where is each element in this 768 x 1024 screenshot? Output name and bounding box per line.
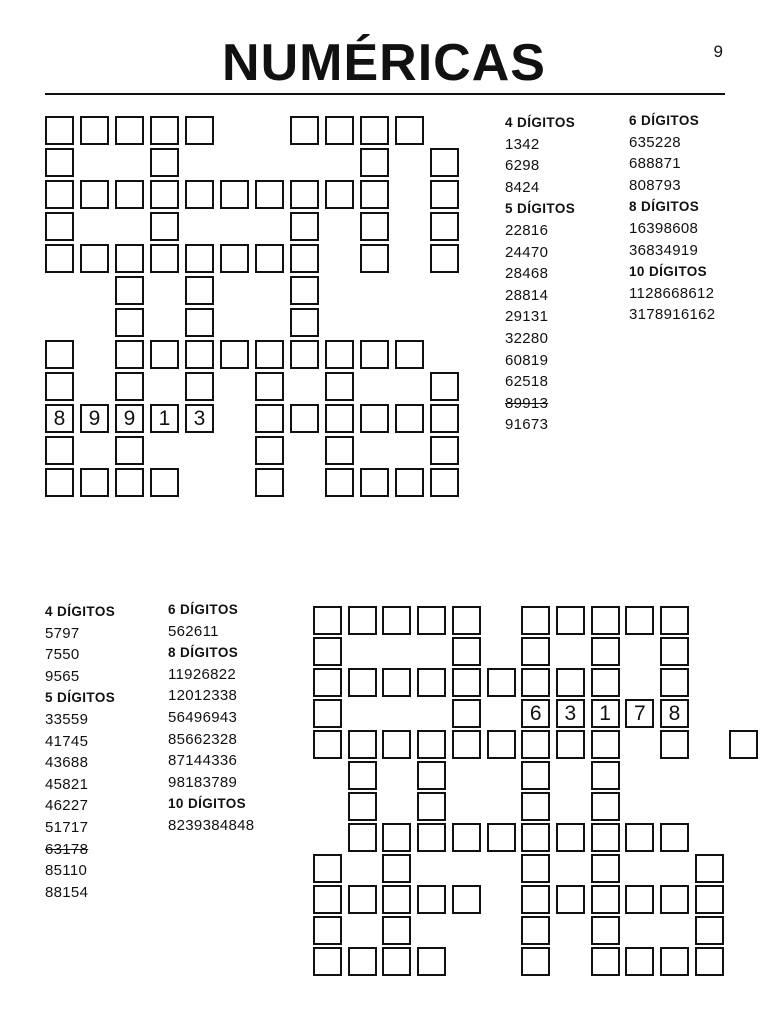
grid-cell: [521, 947, 550, 976]
grid-cell: [487, 730, 516, 759]
grid-cell-filled: 1: [591, 699, 620, 728]
grid-cell: [382, 947, 411, 976]
list-item: 51717: [45, 818, 89, 836]
grid-cell: [348, 668, 377, 697]
grid-cell: [313, 668, 342, 697]
grid-cell-filled: 6: [521, 699, 550, 728]
grid-cell: [487, 668, 516, 697]
page-title: NUMÉRICAS: [222, 34, 546, 92]
list-item: 62518: [505, 373, 549, 391]
grid-cell: [521, 885, 550, 914]
grid-cell: [695, 916, 724, 945]
list-item: 1342: [505, 135, 540, 153]
list-item: 36834919: [629, 241, 699, 259]
grid-cell: [625, 823, 654, 852]
list-item: 98183789: [168, 773, 238, 791]
grid-cell: [313, 947, 342, 976]
grid-cell: [382, 823, 411, 852]
list-item: 1128668612: [629, 284, 715, 302]
grid-cell: [452, 637, 481, 666]
grid-cell: [660, 823, 689, 852]
list-item: 11926822: [168, 665, 237, 683]
grid-cell-filled: 9: [80, 404, 109, 433]
list-item: 12012338: [168, 687, 238, 705]
list-heading: 8 DÍGITOS: [168, 645, 239, 661]
grid-cell: [452, 699, 481, 728]
list-heading: 6 DÍGITOS: [629, 113, 700, 128]
grid-cell: [591, 823, 620, 852]
list-item: 43688: [45, 754, 89, 772]
grid-cell: [591, 947, 620, 976]
grid-cell: [452, 606, 481, 635]
grid-cell: [382, 916, 411, 945]
grid-cell: [487, 823, 516, 852]
grid-cell: [556, 885, 585, 914]
grid-cell: [452, 730, 481, 759]
page-number: 9: [713, 42, 723, 61]
grid-cell: [591, 606, 620, 635]
grid-cell: [660, 668, 689, 697]
list-heading: 10 DÍGITOS: [168, 796, 247, 812]
grid-cell: [695, 947, 724, 976]
grid-cell: [452, 668, 481, 697]
list-item: 46227: [45, 797, 89, 815]
grid-cell-filled: 3: [556, 699, 585, 728]
grid-cell: [695, 885, 724, 914]
list-item: 16398608: [629, 219, 699, 237]
list-item: 85662328: [168, 730, 238, 748]
list-item: 29131: [505, 308, 549, 326]
list-item: 28468: [505, 265, 549, 283]
grid-cell: [452, 823, 481, 852]
grid-cell: [591, 885, 620, 914]
list-item: 56496943: [168, 708, 238, 726]
grid-cell: [556, 730, 585, 759]
list-item: 635228: [629, 133, 681, 151]
list-item: 28814: [505, 286, 549, 304]
grid-cell: [313, 885, 342, 914]
grid-cell: [521, 854, 550, 883]
grid-cell: [660, 730, 689, 759]
list-heading: 4 DÍGITOS: [45, 604, 116, 619]
list-item: 41745: [45, 732, 89, 750]
grid-cell: [313, 606, 342, 635]
grid-cell: [417, 823, 446, 852]
puzzle-2-word-list-right: [168, 599, 254, 837]
grid-cell: [348, 730, 377, 759]
grid-cell: [521, 637, 550, 666]
grid-cell-filled: 8: [660, 699, 689, 728]
grid-cell: [417, 947, 446, 976]
list-item-crossed: 89913: [505, 394, 549, 412]
list-item: 32280: [505, 329, 549, 347]
grid-cell: [521, 606, 550, 635]
grid-cell: [660, 947, 689, 976]
grid-cell: [625, 947, 654, 976]
grid-cell: [382, 854, 411, 883]
grid-cell: [591, 730, 620, 759]
grid-cell: [521, 916, 550, 945]
grid-cell: [452, 885, 481, 914]
grid-cell: [521, 792, 550, 821]
list-item: 808793: [629, 176, 681, 194]
grid-cell: [625, 606, 654, 635]
grid-cell: [417, 885, 446, 914]
grid-cell: [382, 885, 411, 914]
grid-cell: [348, 606, 377, 635]
puzzle-2-word-list-left: [45, 601, 115, 903]
grid-cell: [382, 730, 411, 759]
grid-cell: [521, 668, 550, 697]
grid-cell: [556, 668, 585, 697]
grid-cell: [313, 916, 342, 945]
grid-cell: [417, 761, 446, 790]
grid-cell-filled: 8: [45, 404, 74, 433]
grid-cell: [729, 730, 758, 759]
grid-cell: [556, 606, 585, 635]
grid-cell: [591, 792, 620, 821]
list-heading: 5 DÍGITOS: [45, 690, 116, 706]
list-item: 60819: [505, 351, 549, 369]
grid-cell: [313, 699, 342, 728]
grid-cell-filled: 9: [115, 404, 144, 433]
grid-cell: [591, 854, 620, 883]
list-heading: 4 DÍGITOS: [505, 115, 576, 130]
list-item: 3178916162: [629, 306, 716, 324]
grid-cell: [417, 792, 446, 821]
grid-cell: [521, 730, 550, 759]
list-heading: 10 DÍGITOS: [629, 264, 708, 280]
list-item: 91673: [505, 416, 549, 434]
grid-cell: [521, 823, 550, 852]
grid-cell: [382, 668, 411, 697]
list-item: 6298: [505, 157, 540, 175]
grid-cell: [348, 792, 377, 821]
grid-cell: [313, 854, 342, 883]
list-item: 8424: [505, 178, 540, 196]
list-item: 8239384848: [168, 816, 255, 834]
list-item: 33559: [45, 710, 89, 728]
list-item: 9565: [45, 667, 80, 685]
grid-cell: [660, 885, 689, 914]
list-item: 22816: [505, 221, 549, 239]
grid-cell-filled: 1: [150, 404, 179, 433]
list-heading: 5 DÍGITOS: [505, 201, 576, 217]
list-item: 87144336: [168, 752, 238, 770]
list-item: 5797: [45, 624, 80, 642]
list-item: 7550: [45, 646, 80, 664]
list-item: 24470: [505, 243, 549, 261]
grid-cell: [417, 668, 446, 697]
grid-cell: [313, 637, 342, 666]
grid-cell: [591, 637, 620, 666]
list-item: 88154: [45, 883, 89, 901]
list-item: 688871: [629, 155, 681, 173]
grid-cell: [521, 761, 550, 790]
grid-cell: [695, 854, 724, 883]
grid-cell: [348, 885, 377, 914]
grid-cell: [625, 885, 654, 914]
grid-cell: [660, 606, 689, 635]
grid-cell: [313, 730, 342, 759]
grid-cell-filled: 7: [625, 699, 654, 728]
list-item: 562611: [168, 622, 219, 640]
grid-cell: [382, 606, 411, 635]
grid-cell: [417, 606, 446, 635]
grid-cell: [348, 761, 377, 790]
grid-cell: [591, 761, 620, 790]
list-heading: 6 DÍGITOS: [168, 602, 239, 617]
grid-cell: [556, 823, 585, 852]
list-item-crossed: 63178: [45, 840, 89, 858]
grid-cell: [348, 823, 377, 852]
list-item: 85110: [45, 862, 88, 880]
list-heading: 8 DÍGITOS: [629, 199, 700, 215]
grid-cell-filled: 3: [185, 404, 214, 433]
grid-cell: [591, 916, 620, 945]
grid-cell: [417, 730, 446, 759]
grid-cell: [348, 947, 377, 976]
grid-cell: [591, 668, 620, 697]
grid-cell: [660, 637, 689, 666]
list-item: 45821: [45, 775, 89, 793]
